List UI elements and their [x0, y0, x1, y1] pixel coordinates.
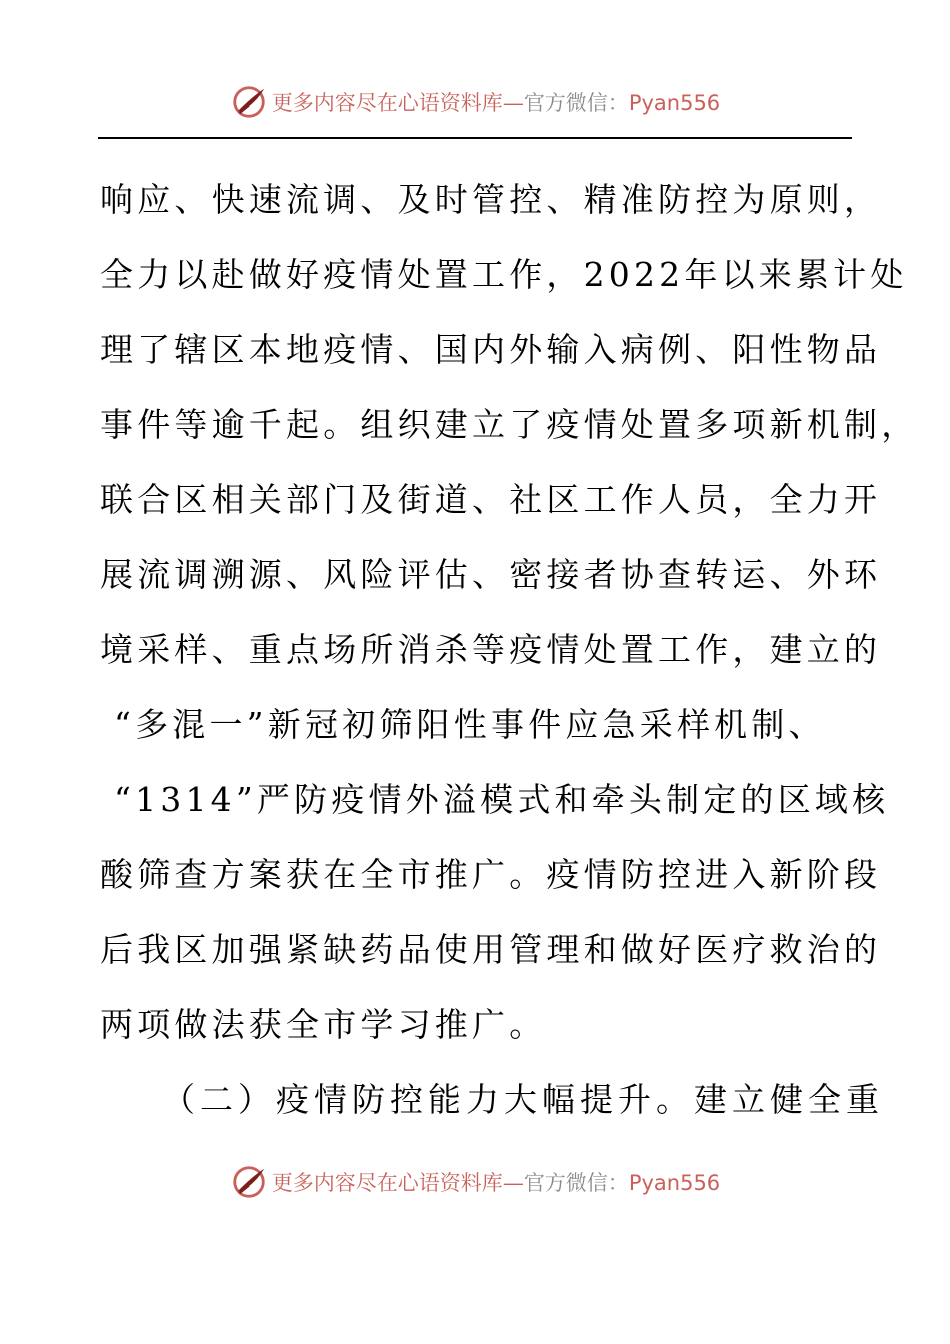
body-line: 事件等逾千起。组织建立了疫情处置多项新机制， [100, 405, 919, 444]
footer-watermark [0, 1160, 950, 1204]
body-line: 联合区相关部门及街道、社区工作人员，全力开 [100, 480, 882, 519]
watermark-wechat-id: Pyan556 [628, 91, 721, 115]
body-line: 展流调溯源、风险评估、密接者协查转运、外环 [100, 555, 882, 594]
body-line: 境采样、重点场所消杀等疫情处置工作，建立的 [100, 630, 882, 669]
watermark-separator: — [502, 91, 524, 115]
section-heading-line: （二）疫情防控能力大幅提升。建立健全重 [162, 1080, 884, 1119]
body-line: 全力以赴做好疫情处置工作，2022年以来累计处 [100, 255, 908, 294]
watermark-wechat-label: 官方微信： [523, 91, 629, 115]
watermark-separator: — [502, 1171, 524, 1195]
body-line: “多混一”新冠初筛阳性事件应急采样机制、 [114, 705, 826, 744]
watermark-wechat-label: 官方微信： [523, 1171, 629, 1195]
body-line: 理了辖区本地疫情、国内外输入病例、阳性物品 [100, 330, 882, 369]
body-line: 后我区加强紧缺药品使用管理和做好医疗救治的 [100, 930, 882, 969]
body-line: “1314”严防疫情外溢模式和牵头制定的区域核 [114, 780, 890, 819]
body-line: 两项做法获全市学习推广。 [100, 1005, 547, 1044]
header-watermark [0, 80, 950, 124]
header-divider [98, 137, 852, 139]
quill-logo-icon [230, 1163, 268, 1201]
body-line: 响应、快速流调、及时管控、精准防控为原则， [100, 180, 882, 219]
body-line: 酸筛查方案获在全市推广。疫情防控进入新阶段 [100, 855, 882, 894]
watermark-text [272, 1167, 720, 1197]
watermark-main: 更多内容尽在心语资料库 [271, 91, 503, 115]
watermark-main: 更多内容尽在心语资料库 [271, 1171, 503, 1195]
document-body [100, 162, 919, 1137]
watermark-text [272, 87, 720, 117]
quill-logo-icon [230, 83, 268, 121]
watermark-wechat-id: Pyan556 [628, 1171, 721, 1195]
